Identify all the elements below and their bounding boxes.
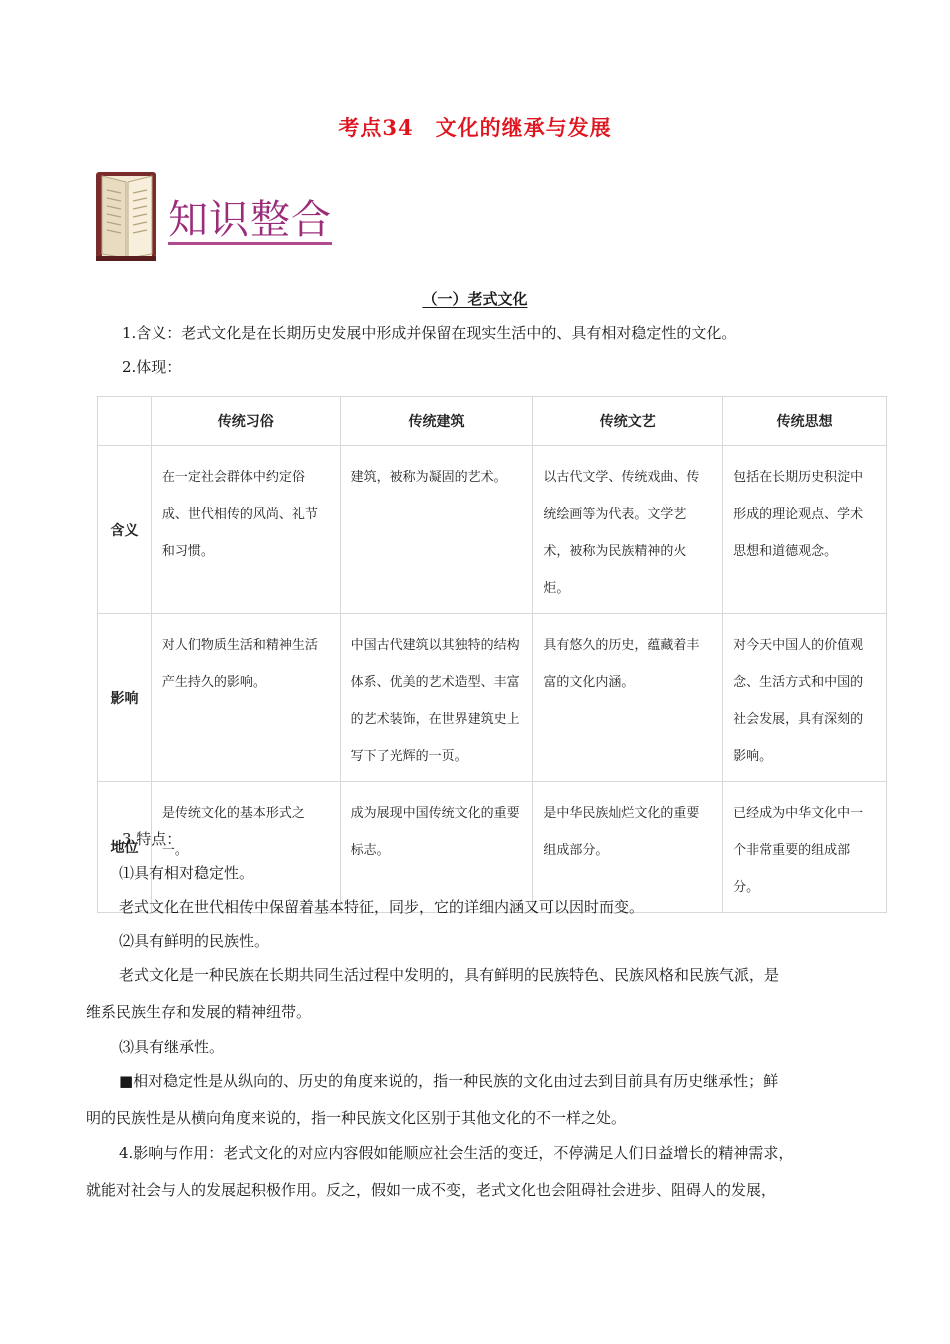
banner-label: 知识整合	[168, 197, 332, 243]
para-feature-2-detail-b: 维系民族生存和发展的精神纽带。	[86, 1003, 312, 1021]
table-cell: 具有悠久的历史，蕴藏着丰富的文化内涵。	[533, 614, 723, 782]
section-heading: （一）老式文化	[422, 290, 528, 308]
table-header	[98, 397, 152, 446]
table-header: 传统思想	[723, 397, 887, 446]
table-cell: 以古代文学、传统戏曲、传统绘画等为代表。文学艺术，被称为民族精神的火炬。	[533, 446, 723, 614]
para-feature-1: ⑴具有相对稳定性。	[119, 864, 255, 882]
para-feature-2: ⑵具有鲜明的民族性。	[119, 932, 270, 950]
para-manifestation: 2.体现：	[122, 358, 182, 376]
table-row	[98, 446, 887, 614]
table-cell: 包括在长期历史积淀中形成的理论观点、学术思想和道德观念。	[723, 446, 887, 614]
tradition-table	[97, 396, 887, 913]
para-feature-2-detail-a: 老式文化是一种民族在长期共同生活过程中发明的，具有鲜明的民族特色、民族风格和民族气派，是	[119, 966, 780, 984]
row-label: 地位	[98, 782, 152, 913]
table-cell: 中国古代建筑以其独特的结构体系、优美的艺术造型、丰富的艺术装饰，在世界建筑史上写下了光辉的一页。	[340, 614, 533, 782]
para-note-b: 明的民族性是从横向角度来说的，指一种民族文化区别于其他文化的不一样之处。	[86, 1109, 627, 1127]
table-cell: 对今天中国人的价值观念、生活方式和中国的社会发展，具有深刻的影响。	[723, 614, 887, 782]
row-label: 影响	[98, 614, 152, 782]
table-cell: 在一定社会群体中约定俗成、世代相传的风尚、礼节和习惯。	[151, 446, 340, 614]
para-influence-a: 4.影响与作用：老式文化的对应内容假如能顺应社会生活的变迁，不停满足人们日益增长的精神需求，	[119, 1144, 794, 1162]
book-icon	[92, 168, 162, 264]
table-cell: 是中华民族灿烂文化的重要组成部分。	[533, 782, 723, 913]
row-label: 含义	[98, 446, 152, 614]
table-cell: 建筑，被称为凝固的艺术。	[340, 446, 533, 614]
table-cell: 是传统文化的基本形式之一。	[151, 782, 340, 913]
table-cell: 成为展现中国传统文化的重要标志。	[340, 782, 533, 913]
para-feature-1-detail: 老式文化在世代相传中保留着基本特征，同步，它的详细内涵又可以因时而变。	[119, 898, 645, 916]
document-title: 考点34 文化的继承与发展	[338, 115, 612, 140]
table-row	[98, 614, 887, 782]
table-cell: 已经成为中华文化中一个非常重要的组成部分。	[723, 782, 887, 913]
para-feature-3: ⑶具有继承性。	[119, 1038, 225, 1056]
para-features: 3.特点：	[122, 830, 182, 848]
knowledge-banner	[92, 168, 352, 264]
table-row	[98, 782, 887, 913]
para-note-a: ■相对稳定性是从纵向的、历史的角度来说的，指一种民族的文化由过去到目前具有历史继承性；鲜	[119, 1072, 779, 1090]
table-cell: 对人们物质生活和精神生活产生持久的影响。	[151, 614, 340, 782]
para-influence-b: 就能对社会与人的发展起积极作用。反之，假如一成不变，老式文化也会阻碍社会进步、阻碍人的发展，	[86, 1181, 777, 1199]
table-header: 传统文艺	[533, 397, 723, 446]
para-definition: 1.含义：老式文化是在长期历史发展中形成并保留在现实生活中的、具有相对稳定性的文化。	[122, 324, 737, 342]
table-header: 传统习俗	[151, 397, 340, 446]
table-header-row	[98, 397, 887, 446]
table-header: 传统建筑	[340, 397, 533, 446]
